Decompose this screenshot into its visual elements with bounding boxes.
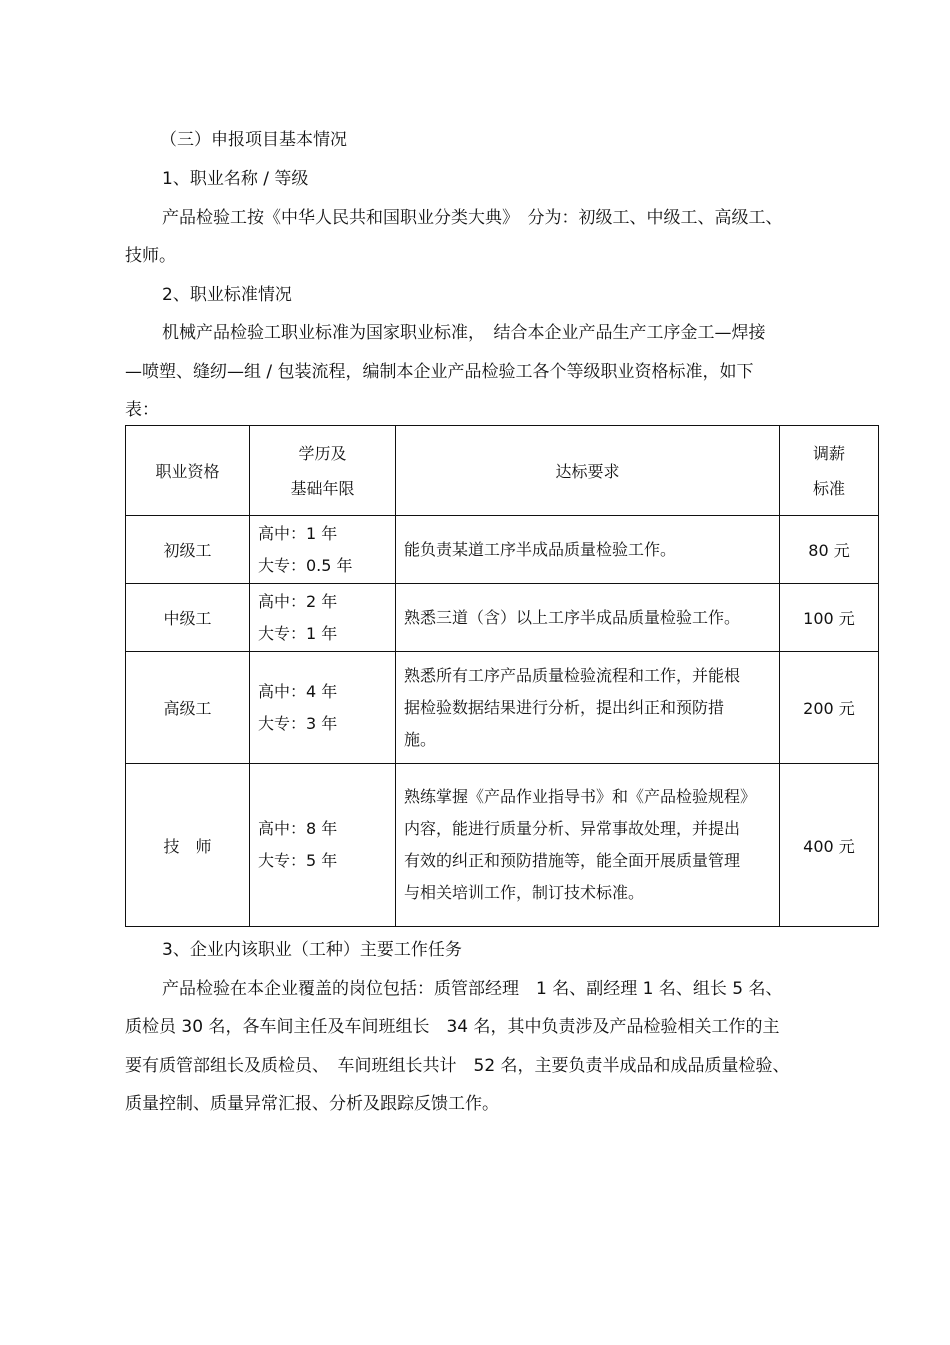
- education-high-school: 高中：8 年: [258, 819, 338, 838]
- education-high-school: 高中：1 年: [258, 523, 338, 543]
- header-salary: [780, 426, 879, 516]
- item2-paragraph-line: —喷塑、缝纫—组 / 包装流程，编制本企业产品检验工各个等级职业资格标准，如下: [125, 362, 754, 382]
- salary-cell: 100 元: [780, 584, 879, 652]
- requirement-cell: 能负责某道工序半成品质量检验工作。: [396, 516, 780, 584]
- requirement-cell: 熟练掌握《产品作业指导书》和《产品检验规程》内容，能进行质量分析、异常事故处理，并提出有效的纠正和预防措施等，能全面开展质量管理与相关培训工作，制订技术标准。: [396, 764, 780, 927]
- level-cell: 中级工: [126, 584, 250, 652]
- education-cell: [250, 652, 396, 764]
- item3-paragraph-line: 质量控制、质量异常汇报、分析及跟踪反馈工作。: [125, 1094, 499, 1114]
- section-title: （三）申报项目基本情况: [160, 130, 347, 150]
- level-cell: 技 师: [126, 764, 250, 927]
- education-college: 大专：5 年: [258, 851, 338, 870]
- education-cell: [250, 764, 396, 927]
- requirement-cell: 熟悉所有工序产品质量检验流程和工作，并能根据检验数据结果进行分析，提出纠正和预防措施。: [396, 652, 780, 764]
- item1-heading: 1、职业名称 / 等级: [162, 169, 309, 189]
- header-education: [250, 426, 396, 516]
- table-row: [126, 764, 879, 927]
- item3-paragraph-line: 产品检验在本企业覆盖的岗位包括：质管部经理 1 名、副经理 1 名、组长 5 名、: [162, 979, 783, 999]
- item1-paragraph-line: 产品检验工按《中华人民共和国职业分类大典》 分为：初级工、中级工、高级工、: [162, 208, 783, 228]
- table-header-row: [126, 426, 879, 516]
- salary-cell: 200 元: [780, 652, 879, 764]
- education-college: 大专：3 年: [258, 713, 338, 733]
- item2-paragraph-line: 机械产品检验工职业标准为国家职业标准， 结合本企业产品生产工序金工—焊接: [162, 323, 766, 343]
- education-cell: [250, 584, 396, 652]
- header-education-line: 学历及: [298, 443, 347, 463]
- education-high-school: 高中：2 年: [258, 591, 338, 611]
- education-college: 大专：0.5 年: [258, 555, 353, 575]
- item3-heading: 3、企业内该职业（工种）主要工作任务: [162, 940, 462, 960]
- education-high-school: 高中：4 年: [258, 681, 338, 701]
- salary-cell: 80 元: [780, 516, 879, 584]
- level-cell: 高级工: [126, 652, 250, 764]
- item2-heading: 2、职业标准情况: [162, 285, 292, 305]
- qualification-table: [125, 425, 879, 927]
- header-salary-line: 标准: [812, 478, 845, 498]
- item1-paragraph-line: 技师。: [125, 246, 176, 266]
- salary-cell: 400 元: [780, 764, 879, 927]
- item2-paragraph-line: 表：: [125, 400, 159, 420]
- header-education-line: 基础年限: [290, 478, 355, 498]
- table-row: [126, 584, 879, 652]
- header-qualification: 职业资格: [126, 426, 250, 516]
- header-salary-line: 调薪: [812, 443, 845, 463]
- header-requirement: 达标要求: [396, 426, 780, 516]
- item3-paragraph-line: 质检员 30 名，各车间主任及车间班组长 34 名，其中负责涉及产品检验相关工作的主: [125, 1017, 780, 1037]
- education-college: 大专：1 年: [258, 623, 338, 643]
- education-cell: [250, 516, 396, 584]
- requirement-cell: 熟悉三道（含）以上工序半成品质量检验工作。: [396, 584, 780, 652]
- level-cell: 初级工: [126, 516, 250, 584]
- table-row: [126, 652, 879, 764]
- table-row: [126, 516, 879, 584]
- item3-paragraph-line: 要有质管部组长及质检员、 车间班组长共计 52 名，主要负责半成品和成品质量检验、: [125, 1056, 790, 1076]
